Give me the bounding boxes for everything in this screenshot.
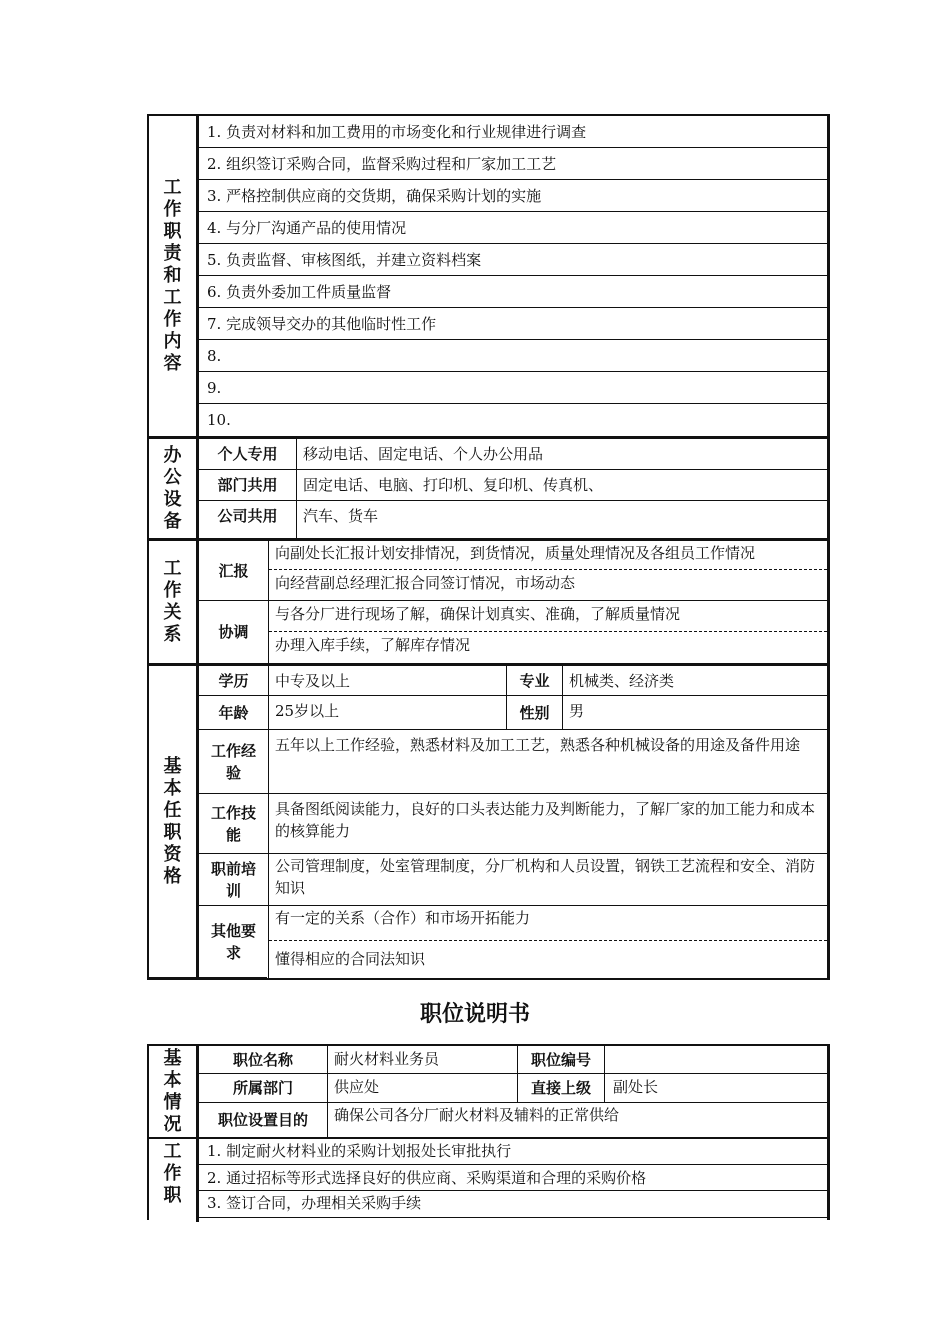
duty-item: 8. xyxy=(199,340,827,372)
job-description-table-2 xyxy=(147,1044,830,1220)
duty-item: 4. 与分厂沟通产品的使用情况 xyxy=(199,212,827,244)
equipment-key: 公司共用 xyxy=(199,501,297,538)
exp-label: 工作经验 xyxy=(199,730,269,793)
purpose-label: 职位设置目的 xyxy=(199,1103,328,1137)
coord-line: 与各分厂进行现场了解，确保计划真实、准确，了解质量情况 xyxy=(275,605,681,623)
name-label: 职位名称 xyxy=(199,1046,328,1073)
boss-value: 副处长 xyxy=(613,1078,659,1096)
relations-label: 工作关系 xyxy=(149,541,199,663)
equipment-value: 固定电话、电脑、打印机、复印机、传真机、 xyxy=(303,476,604,494)
skill-value: 具备图纸阅读能力，良好的口头表达能力及判断能力，了解厂家的加工能力和成本的核算能力 xyxy=(275,800,816,840)
train-label: 职前培训 xyxy=(199,854,269,905)
other-row xyxy=(199,906,827,978)
coord-label: 协调 xyxy=(199,601,269,663)
exp-value: 五年以上工作经验，熟悉材料及加工工艺，熟悉各种机械设备的用途及备件用途 xyxy=(275,736,801,754)
duty-item: 5. 负责监督、审核图纸，并建立资料档案 xyxy=(199,244,827,276)
coord-line: 办理入库手续，了解库存情况 xyxy=(269,631,827,663)
other-line: 有一定的关系（合作）和市场开拓能力 xyxy=(275,909,531,927)
other-line: 懂得相应的合同法知识 xyxy=(269,940,827,978)
purpose-value: 确保公司各分厂耐火材料及辅料的正常供给 xyxy=(334,1106,620,1124)
duty-item: 1. 制定耐火材料业的采购计划报处长审批执行 xyxy=(199,1139,827,1165)
dept-value: 供应处 xyxy=(328,1074,518,1102)
gender-value: 男 xyxy=(569,702,585,720)
duties-label-2: 工作职 xyxy=(149,1139,199,1222)
train-row xyxy=(199,854,827,906)
major-value: 机械类、经济类 xyxy=(569,672,675,690)
coord-row xyxy=(199,601,827,663)
equipment-value: 汽车、货车 xyxy=(303,507,379,525)
equipment-row xyxy=(199,470,827,501)
major-label: 专业 xyxy=(507,666,563,695)
report-line: 向副处长汇报计划安排情况，到货情况，质量处理情况及各组员工作情况 xyxy=(275,544,756,562)
equipment-key: 部门共用 xyxy=(199,470,297,500)
report-row xyxy=(199,541,827,601)
qualification-section xyxy=(149,666,827,978)
other-label: 其他要求 xyxy=(199,906,269,978)
edu-row xyxy=(199,666,827,696)
code-value xyxy=(605,1046,827,1073)
duty-item: 10. xyxy=(207,411,231,429)
equipment-section xyxy=(149,439,827,541)
edu-value: 中专及以上 xyxy=(269,666,507,695)
edu-label: 学历 xyxy=(199,666,269,695)
duties-section-2 xyxy=(149,1139,827,1222)
age-value: 25岁以上 xyxy=(269,696,507,729)
basic-section xyxy=(149,1046,827,1139)
duty-item: 6. 负责外委加工件质量监督 xyxy=(199,276,827,308)
train-value: 公司管理制度，处室管理制度，分厂机构和人员设置，钢铁工艺流程和安全、消防知识 xyxy=(275,857,816,897)
gender-label: 性别 xyxy=(507,696,563,729)
dept-label: 所属部门 xyxy=(199,1074,328,1102)
skill-row xyxy=(199,794,827,854)
relations-section xyxy=(149,541,827,666)
code-label: 职位编号 xyxy=(518,1046,605,1073)
duty-item: 2. 通过招标等形式选择良好的供应商、采购渠道和合理的采购价格 xyxy=(199,1165,827,1191)
duty-item: 2. 组织签订采购合同，监督采购过程和厂家加工工艺 xyxy=(199,148,827,180)
name-row xyxy=(199,1046,827,1074)
duty-item: 3. 签订合同，办理相关采购手续 xyxy=(199,1191,827,1218)
exp-row xyxy=(199,730,827,794)
equipment-row xyxy=(199,439,827,470)
skill-label: 工作技能 xyxy=(199,794,269,853)
report-line: 向经营副总经理汇报合同签订情况，市场动态 xyxy=(269,569,827,600)
duties-section xyxy=(149,116,827,439)
page-title: 职位说明书 xyxy=(419,1002,530,1027)
table-foot-line xyxy=(147,977,267,979)
equipment-row xyxy=(199,501,827,538)
boss-label: 直接上级 xyxy=(518,1074,605,1102)
dept-row xyxy=(199,1074,827,1103)
job-description-table-1 xyxy=(147,114,830,980)
duty-item: 7. 完成领导交办的其他临时性工作 xyxy=(199,308,827,340)
basic-label: 基本情况 xyxy=(149,1046,199,1137)
purpose-row xyxy=(199,1103,827,1137)
duties-label: 工作职责和工作内容 xyxy=(149,116,199,436)
duty-item: 1. 负责对材料和加工费用的市场变化和行业规律进行调查 xyxy=(199,116,827,148)
age-label: 年龄 xyxy=(199,696,269,729)
name-value: 耐火材料业务员 xyxy=(328,1046,518,1073)
equipment-label: 办公设备 xyxy=(149,439,199,538)
equipment-value: 移动电话、固定电话、个人办公用品 xyxy=(303,445,544,463)
duty-item: 3. 严格控制供应商的交货期，确保采购计划的实施 xyxy=(199,180,827,212)
equipment-key: 个人专用 xyxy=(199,439,297,469)
duty-item: 9. xyxy=(199,372,827,404)
qualification-label: 基本任职资格 xyxy=(149,666,199,978)
age-row xyxy=(199,696,827,730)
report-label: 汇报 xyxy=(199,541,269,600)
